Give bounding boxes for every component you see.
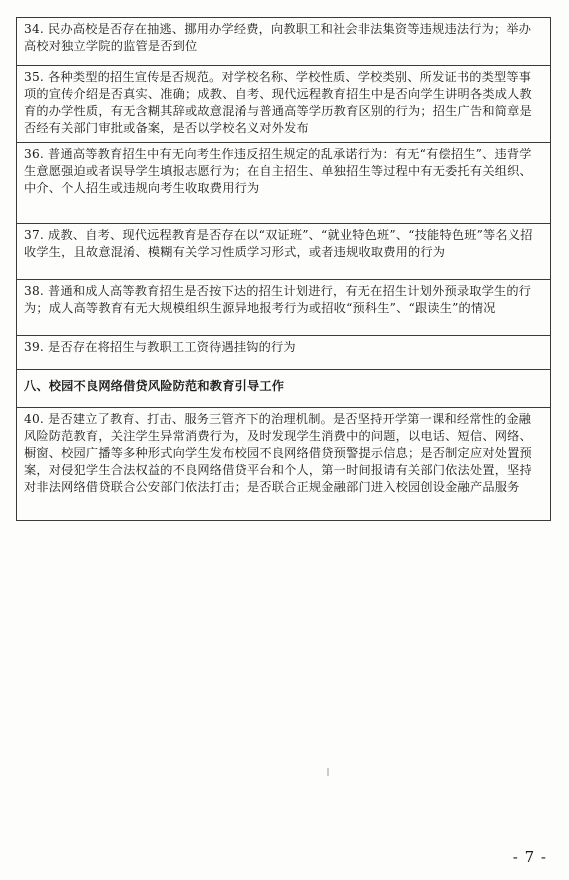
table-row-item-34: 34. 民办高校是否存在抽逃、挪用办学经费，向教职工和社会非法集资等违规违法行为；举办高校对独立学院的监管是否到位 [17,18,550,66]
scan-artifact [327,768,329,776]
table-row-item-37: 37. 成教、自考、现代远程教育是否存在以“双证班”、“就业特色班”、“技能特色班”等名义招收学生，且故意混淆、模糊有关学习性质学习形式，或者违规收取费用的行为 [17,224,550,280]
table-row-item-39: 39. 是否存在将招生与教职工工资待遇挂钩的行为 [17,336,550,370]
table-row-item-35: 35. 各种类型的招生宣传是否规范。对学校名称、学校性质、学校类别、所发证书的类型等事项的宣传介绍是否真实、准确；成教、自考、现代远程教育招生中是否向学生讲明各类成人教育的办学性质，有无含糊其辞或故意混淆与普通高等学历教育区别的行为；招生广告和简章是否经有关部门审批或备案，是否以学校名义对外发布 [17,66,550,143]
table-row-item-40: 40. 是否建立了教育、打击、服务三管齐下的治理机制。是否坚持开学第一课和经常性的金融风险防范教育，关注学生异常消费行为，及时发现学生消费中的问题，以电话、短信、网络、橱窗、校园广播等多种形式向学生发布校园不良网络借贷预警提示信息；是否制定应对处置预案，对侵犯学生合法权益的不良网络借贷平台和个人，第一时间报请有关部门依法处置，坚持对非法网络借贷联合公安部门依法打击；是否联合正规金融部门进入校园创设金融产品服务 [17,408,550,521]
table-row-item-38: 38. 普通和成人高等教育招生是否按下达的招生计划进行，有无在招生计划外预录取学生的行为；成人高等教育有无大规模组织生源异地报考行为或招收“预科生”、“跟读生”的情况 [17,280,550,336]
section-heading-8: 八、校园不良网络借贷风险防范和教育引导工作 [17,370,550,408]
table-row-item-36: 36. 普通高等教育招生中有无向考生作违反招生规定的乱承诺行为：有无“有偿招生”、违背学生意愿强迫或者误导学生填报志愿行为；在自主招生、单独招生等过程中有无委托有关组织、中介、个人招生或违规向考生收取费用行为 [17,143,550,224]
inspection-items-table [16,17,551,521]
page-number: - 7 - [512,848,547,866]
